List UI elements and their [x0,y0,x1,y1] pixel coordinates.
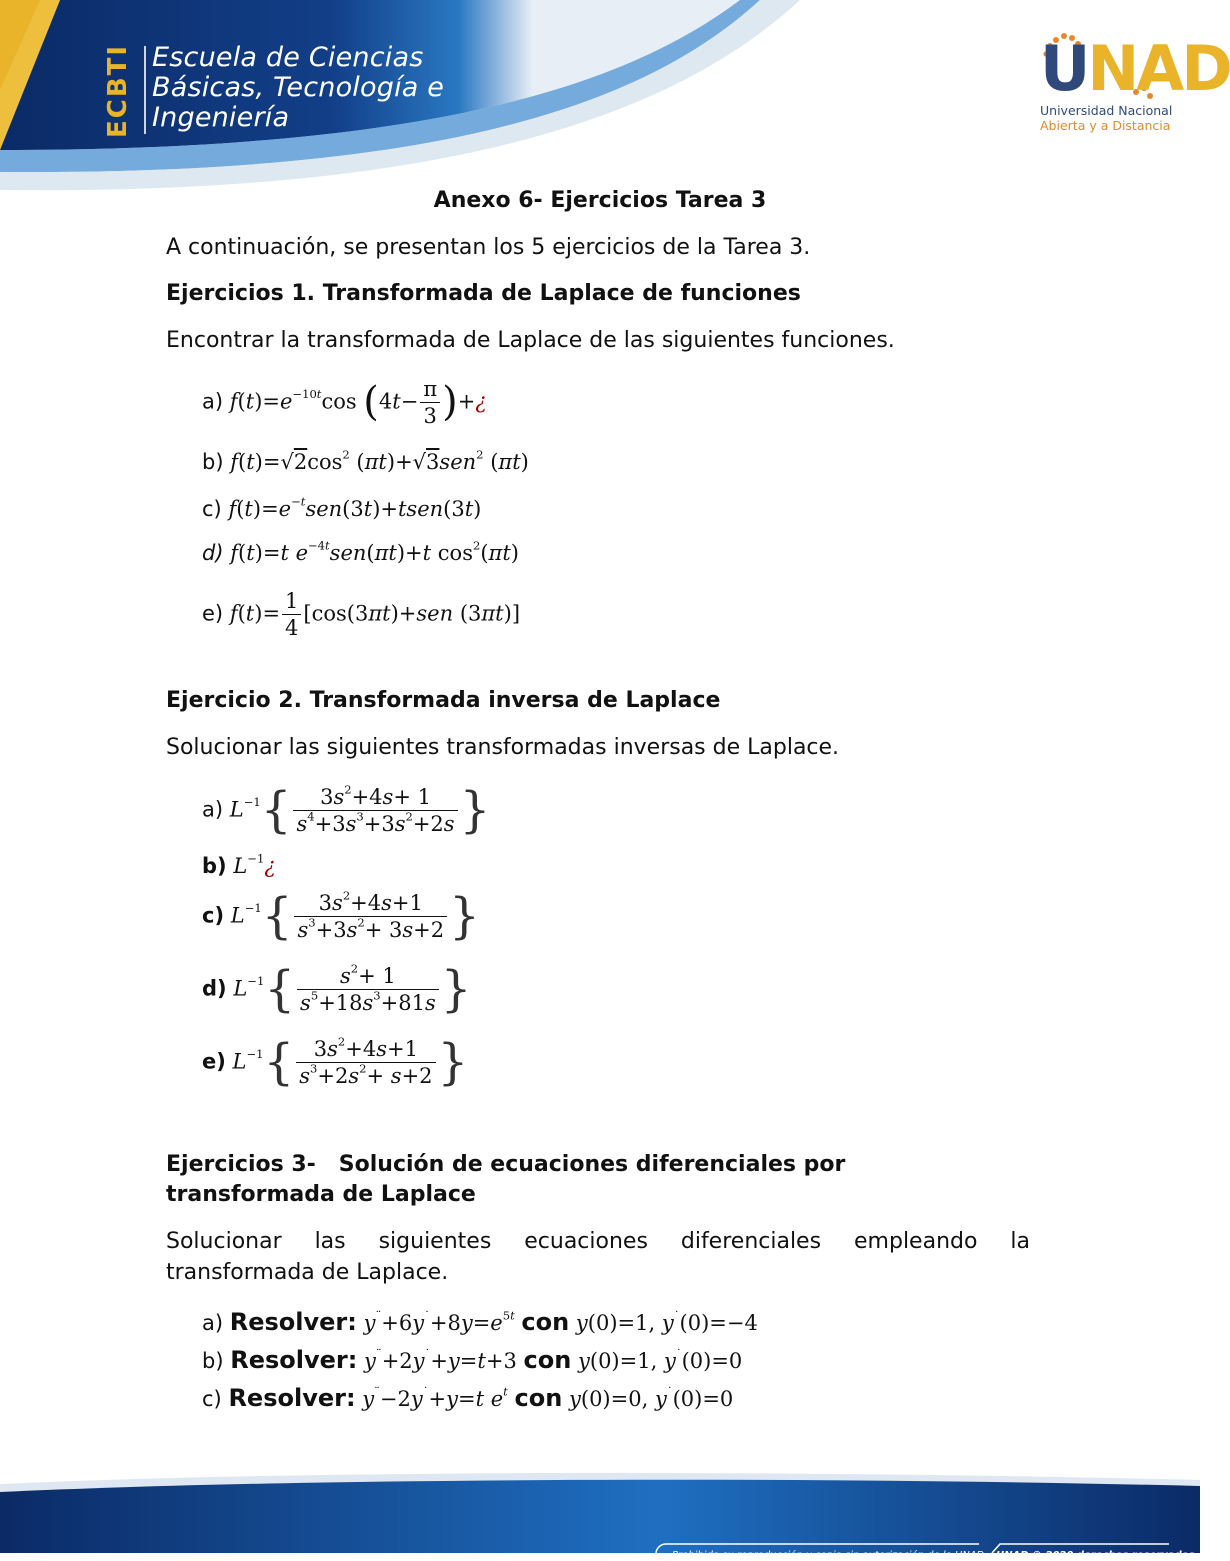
ex1-item-b: b) $f(t)=√2\cos^2$ (πt)+√3sen$^2$ (πt) [202,447,529,474]
ex3-heading-line-1: Ejercicios 3- Solución de ecuaciones diferenciales por [166,1152,846,1177]
ex3-instruction-line-1: Solucionar las siguientes ecuaciones diferenciales empleando la [166,1229,1030,1254]
ex3-item-b: b) Resolver: y¨+2y˙+y=t+3 con y(0)=1, y˙(0)=0 [202,1346,743,1374]
intro-text: A continuación, se presentan los 5 ejercicios de la Tarea 3. [166,235,811,260]
ex3-item-a: a) Resolver: $y^¨+6y^˙+8y=e^{5t}$ con y(0)=1, y˙(0)=−4 [202,1308,758,1336]
ex3-item-c: c) Resolver: y¨−2y˙+y=t $e^t$ con y(0)=0, y˙(0)=0 [202,1384,734,1412]
ex3-heading-line-2: transformada de Laplace [166,1182,476,1207]
unad-logo: UNAD [1040,32,1230,105]
ex3-instruction-line-2: transformada de Laplace. [166,1260,449,1285]
ex1-item-c: c) $f(t)=e^{-t}sen(3t)+tsen(3t)$ [202,494,482,521]
ex2-heading: Ejercicio 2. Transformada inversa de Laplace [166,688,721,713]
footer-banner [0,1470,1200,1553]
ex2-item-c: c) $L^{-1}${ $\frac{3s^2+4s+1}{s^3+3s^2+ 3s+2}$ } [202,888,480,945]
institution-line-1: Escuela de Ciencias [152,42,424,73]
ex1-item-e: e) f(t)= $\frac{1}{4}$ [cos(3πt)+sen (3πt)] [202,589,521,641]
ecbti-vertical-label [96,40,136,140]
svg-text:ECBTI: ECBTI [103,43,133,138]
ex2-item-b: b) $L^{-1}¿$ [202,851,276,878]
ex2-item-d: d) $L^{-1}${ $\frac{s^2+ 1}{s^5+18s^3+81s}$ } [202,961,472,1018]
document-title: Anexo 6- Ejercicios Tarea 3 [433,188,767,213]
ex2-item-a: a) $L^{-1}${ $\frac{3s^2+4s+ 1}{s^4+3s^3+3s^2+2s}$ } [202,782,491,839]
institution-line-2: Básicas, Tecnología e [152,72,445,103]
ex1-item-a: a) $f(t)=e^{-10t}\cos$ (4t− $\frac{\pi}{3}$ )+¿ [202,377,487,429]
footer-notice: Prohibida su reproducción y copia sin autorización de la UNAD [672,1550,985,1561]
institution-line-3: Ingeniería [152,102,290,133]
ex2-instruction: Solucionar las siguientes transformadas inversas de Laplace. [166,735,840,760]
ex1-item-d: d) f(t)=t $e^{-4t}sen(\pi t)+t$ $\cos^2(\pi t)$ [202,538,519,565]
footer-copyright: UNAD © 2020 derechos reservados. [996,1550,1199,1561]
header-divider [144,46,146,134]
unad-logo-subtitle-2: Abierta y a Distancia [1040,118,1171,133]
ex1-instruction: Encontrar la transformada de Laplace de las siguientes funciones. [166,328,895,353]
ex2-item-e: e) $L^{-1}${ $\frac{3s^2+4s+1}{s^3+2s^2+ s+2}$ } [202,1034,469,1091]
ex1-heading: Ejercicios 1. Transformada de Laplace de funciones [166,281,801,306]
unad-logo-subtitle-1: Universidad Nacional [1040,103,1173,118]
